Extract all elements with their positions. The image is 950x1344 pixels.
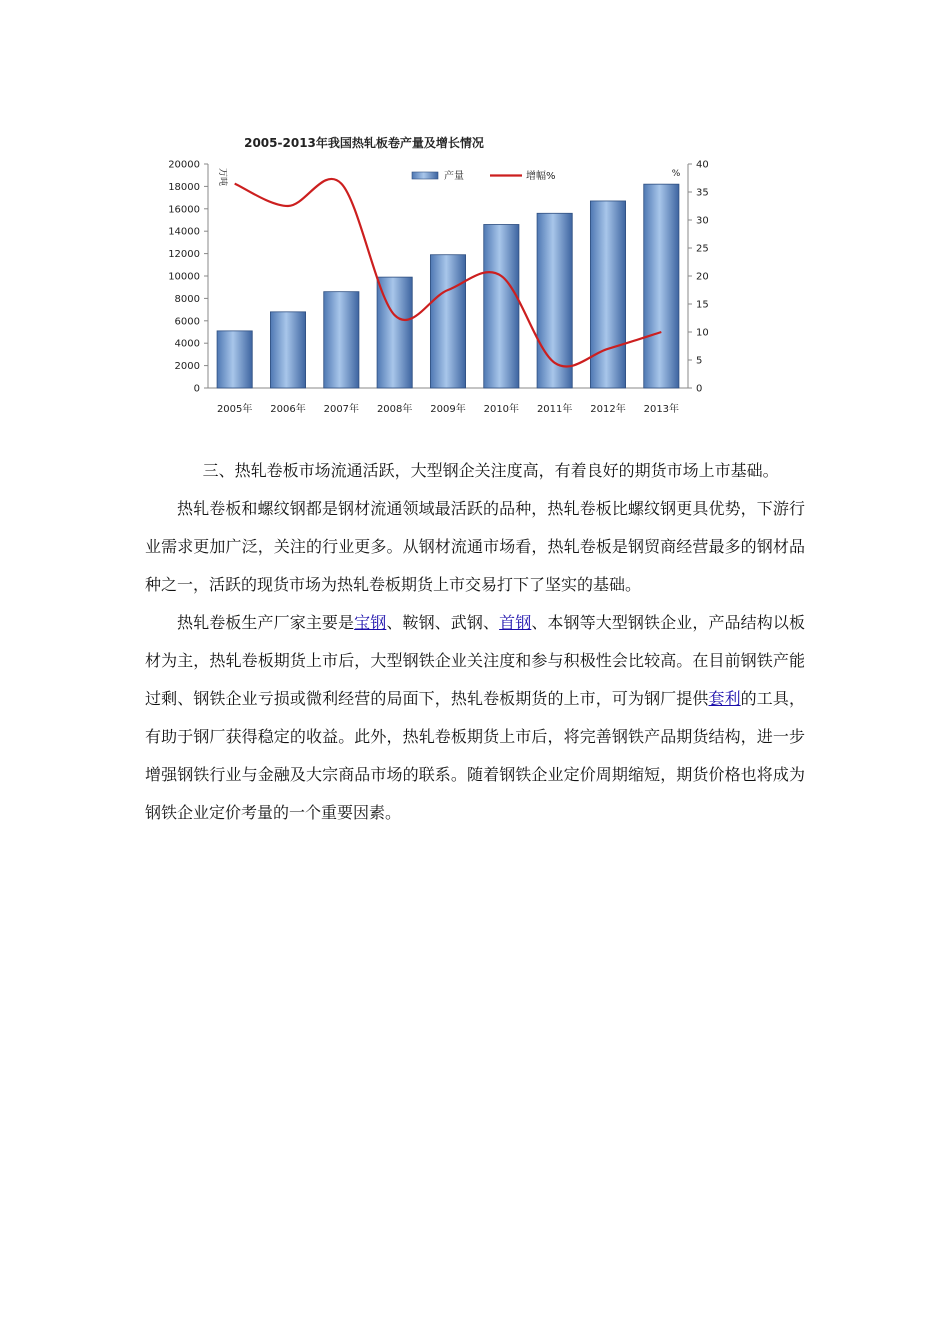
- x-tick-label: 2013年: [643, 404, 680, 415]
- bar: [324, 292, 359, 388]
- right-tick-label: 5: [696, 355, 703, 367]
- left-tick-label: 12000: [168, 249, 200, 261]
- article-body: [145, 452, 805, 832]
- right-tick-label: 20: [696, 271, 709, 283]
- bar: [270, 312, 305, 388]
- paragraph-2-part-c: 、本钢等大型钢铁企业，产品结构以板材为主，热轧卷板期货上市后，大型钢铁企业关注度和参与积极性会比较高。在目前钢铁产能过剩、钢铁企业亏损或微利经营的局面下，热轧卷板期货的上市，可为钢厂提供: [145, 613, 805, 708]
- bar: [590, 201, 625, 388]
- x-tick-label: 2010年: [483, 404, 520, 415]
- left-tick-label: 2000: [174, 361, 200, 373]
- plot-area: [168, 160, 709, 416]
- paragraph-2: [145, 604, 805, 832]
- left-tick-label: 16000: [168, 204, 200, 216]
- left-tick-label: 18000: [168, 181, 200, 193]
- chart-figure: [150, 120, 720, 430]
- paragraph-2-part-d: 的工具，有助于钢厂获得稳定的收益。此外，热轧卷板期货上市后，将完善钢铁产品期货结构，进一步增强钢铁行业与金融及大宗商品市场的联系。随着钢铁企业定价周期缩短，期货价格也将成为钢铁企业定价考量的一个重要因素。: [145, 689, 805, 822]
- right-tick-label: 30: [696, 215, 709, 227]
- left-tick-label: 14000: [168, 226, 200, 238]
- chart-title: 2005-2013年我国热轧板卷产量及增长情况: [244, 136, 484, 150]
- paragraph-1: 热轧卷板和螺纹钢都是钢材流通领域最活跃的品种，热轧卷板比螺纹钢更具优势，下游行业需求更加广泛，关注的行业更多。从钢材流通市场看，热轧卷板是钢贸商经营最多的钢材品种之一，活跃的现货市场为热轧卷板期货上市交易打下了坚实的基础。: [145, 499, 805, 594]
- left-tick-label: 4000: [174, 338, 200, 350]
- bar: [217, 331, 252, 388]
- left-tick-label: 0: [193, 383, 200, 395]
- right-tick-label: 15: [696, 299, 709, 311]
- x-tick-label: 2006年: [270, 404, 306, 415]
- right-tick-label: 0: [696, 383, 703, 395]
- link-baogang[interactable]: 宝钢: [354, 613, 387, 632]
- legend-line-label: 增幅%: [526, 171, 556, 182]
- link-shougang[interactable]: 首钢: [499, 613, 532, 632]
- chart-svg: [150, 120, 720, 430]
- x-tick-label: 2011年: [536, 404, 573, 415]
- paragraph-2-part-b: 、鞍钢、武钢、: [386, 613, 500, 632]
- bar: [484, 224, 519, 388]
- x-tick-label: 2008年: [376, 404, 413, 415]
- y-axis-unit-label: 万吨: [217, 168, 227, 187]
- right-tick-label: 10: [696, 327, 709, 339]
- x-tick-label: 2009年: [430, 404, 466, 415]
- legend-bar-swatch: [412, 172, 438, 179]
- x-tick-label: 2007年: [323, 404, 360, 415]
- right-tick-label: 25: [696, 243, 709, 255]
- section-heading: 三、热轧卷板市场流通活跃，大型钢企关注度高，有着良好的期货市场上市基础。: [202, 461, 779, 480]
- paragraph-2-part-a: 热轧卷板生产厂家主要是: [177, 613, 355, 632]
- y2-axis-unit-label: %: [671, 169, 681, 179]
- link-taoli[interactable]: 套利: [708, 689, 741, 708]
- right-tick-label: 40: [696, 159, 709, 171]
- left-tick-label: 6000: [174, 316, 200, 328]
- left-tick-label: 20000: [168, 159, 200, 171]
- x-tick-label: 2012年: [590, 404, 626, 415]
- left-tick-label: 10000: [168, 271, 200, 283]
- bar: [430, 255, 465, 388]
- bar: [644, 184, 679, 388]
- legend-bar-label: 产量: [444, 171, 464, 182]
- left-tick-label: 8000: [174, 293, 200, 305]
- x-tick-label: 2005年: [216, 404, 253, 415]
- right-tick-label: 35: [696, 187, 709, 199]
